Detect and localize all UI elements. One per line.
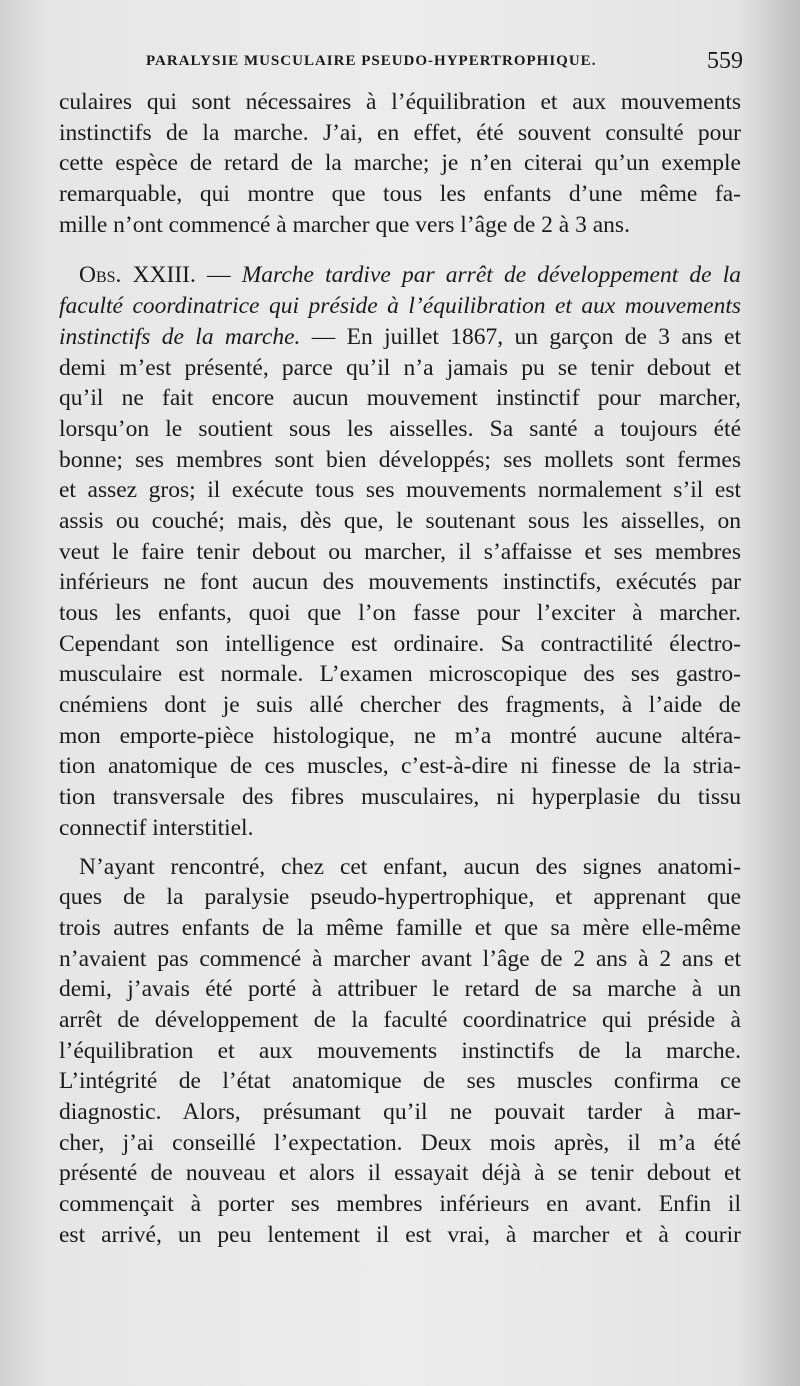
text-line: tion anatomique de ces muscles, c’est-à-dire ni finesse de la stria- bbox=[59, 753, 741, 780]
text-line: N’ayant rencontré, chez cet enfant, aucun des signes anatomi- bbox=[79, 853, 741, 880]
text-line: cette espèce de retard de la marche; je n’en citerai qu’un exemple bbox=[59, 150, 741, 177]
observation-dash: — bbox=[195, 262, 242, 289]
text-line: lorsqu’on le soutient sous les aisselles. Sa santé a toujours été bbox=[59, 415, 741, 442]
text-line: n’avaient pas commencé à marcher avant l’âge de 2 ans à 2 ans et bbox=[59, 945, 741, 972]
running-title: PARALYSIE MUSCULAIRE PSEUDO-HYPERTROPHIQUE. bbox=[146, 53, 597, 69]
text-line: l’équilibration et aux mouvements instinctifs de la marche. bbox=[59, 1037, 741, 1064]
observation-title-line: faculté coordinatrice qui préside à l’équilibration et aux mouvements bbox=[59, 293, 741, 320]
text-line: et assez gros; il exécute tous ses mouvements normalement s’il est bbox=[59, 477, 741, 504]
text-line: mille n’ont commencé à marcher que vers l’âge de 2 à 3 ans. bbox=[59, 211, 630, 238]
text-line: instinctifs de la marche. J’ai, en effet, été souvent consulté pour bbox=[59, 119, 741, 146]
observation-title: Marche tardive par arrêt de développement de la bbox=[241, 262, 742, 289]
text-line: connectif interstitiel. bbox=[59, 814, 254, 841]
body-text bbox=[59, 87, 741, 1250]
observation-heading-line bbox=[59, 260, 741, 291]
text-line: mon emporte-pièce histologique, ne m’a montré aucune altéra- bbox=[59, 722, 741, 749]
text-line: assis ou couché; mais, dès que, le soutenant sous les aisselles, on bbox=[59, 507, 741, 534]
observation-title-end: instinctifs de la marche. bbox=[59, 323, 301, 350]
text-line: bonne; ses membres sont bien développés; ses mollets sont fermes bbox=[59, 446, 741, 473]
text-line: remarquable, qui montre que tous les enfants d’une même fa- bbox=[59, 181, 741, 208]
text-line: ques de la paralysie pseudo-hypertrophique, et apprenant que bbox=[59, 884, 741, 911]
text-line: est arrivé, un peu lentement il est vrai, à marcher et à courir bbox=[59, 1221, 741, 1248]
text-line: qu’il ne fait encore aucun mouvement instinctif pour marcher, bbox=[59, 385, 741, 412]
text-line: présenté de nouveau et alors il essayait déjà à se tenir debout et bbox=[59, 1160, 741, 1187]
observation-title-line bbox=[59, 322, 741, 353]
text-line: cher, j’ai conseillé l’expectation. Deux mois après, il m’a été bbox=[59, 1129, 741, 1156]
text-line: demi, j’avais été porté à attribuer le retard de sa marche à un bbox=[59, 976, 741, 1003]
text-line: veut le faire tenir debout ou marcher, il s’affaisse et ses membres bbox=[59, 538, 741, 565]
page-number: 559 bbox=[707, 48, 743, 74]
text-line: commençait à porter ses membres inférieurs en avant. Enfin il bbox=[59, 1191, 741, 1218]
text-line: inférieurs ne font aucun des mouvements instinctifs, exécutés par bbox=[59, 569, 741, 596]
text-line: trois autres enfants de la même famille et que sa mère elle-même bbox=[59, 914, 741, 941]
text-line: culaires qui sont nécessaires à l’équilibration et aux mouvements bbox=[59, 89, 741, 115]
observation-label: Obs. XXIII. bbox=[79, 262, 196, 289]
text-line: L’intégrité de l’état anatomique de ses muscles confirma ce bbox=[59, 1068, 741, 1095]
text-line: diagnostic. Alors, présumant qu’il ne pouvait tarder à mar- bbox=[59, 1099, 741, 1125]
text-line: musculaire est normale. L’examen microscopique des ses gastro- bbox=[59, 661, 741, 688]
text-line: tion transversale des fibres musculaires, ni hyperplasie du tissu bbox=[59, 784, 741, 811]
text-line: arrêt de développement de la faculté coordinatrice qui préside à bbox=[59, 1006, 741, 1033]
text-line: demi m’est présenté, parce qu’il n’a jamais pu se tenir debout et bbox=[59, 354, 741, 381]
observation-text: — En juillet 1867, un garçon de 3 ans et bbox=[300, 323, 741, 350]
text-line: tous les enfants, quoi que l’on fasse pour l’exciter à marcher. bbox=[59, 600, 741, 626]
running-head bbox=[60, 48, 743, 78]
text-line: cnémiens dont je suis allé chercher des fragments, à l’aide de bbox=[59, 692, 741, 719]
text-line: Cependant son intelligence est ordinaire. Sa contractilité électro- bbox=[59, 630, 741, 657]
